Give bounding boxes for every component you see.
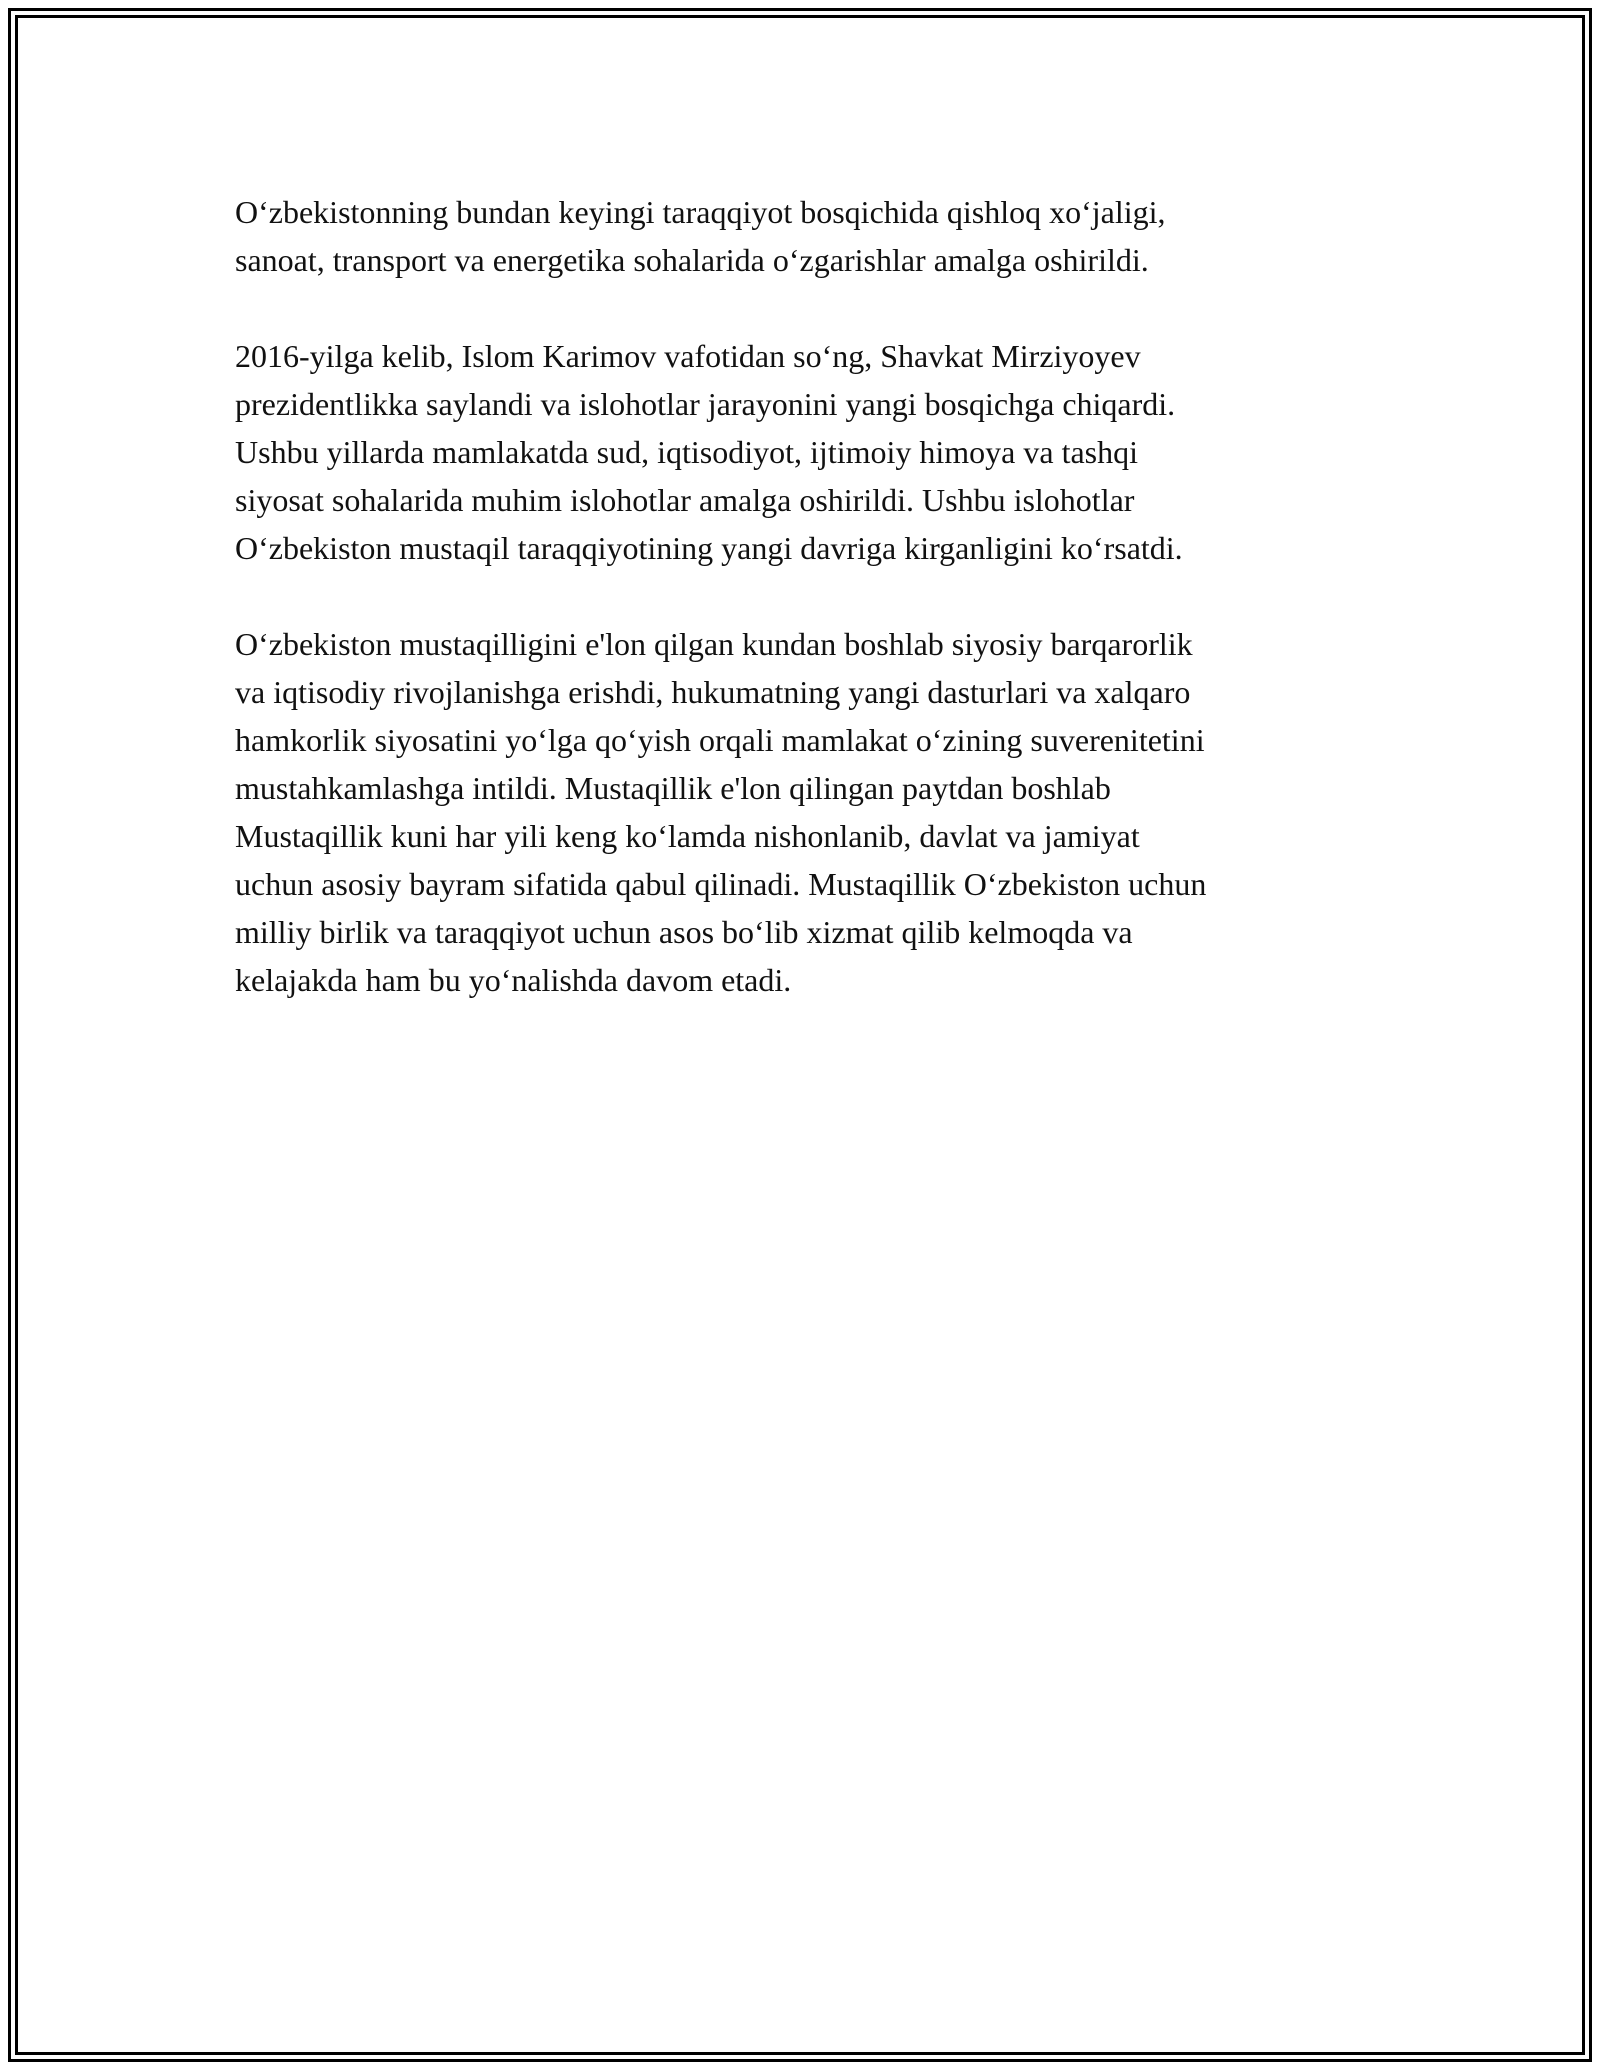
paragraph-2: 2016-yilga kelib, Islom Karimov vafotidan so‘ng, Shavkat Mirziyoyev prezidentlikka saylandi va islohotlar jarayonini yangi bosqichga chiqardi. Ushbu yillarda mamlakatda sud, iqtisodiyot, ijtimoiy himoya va tashqi siyosat sohalarida muhim islohotlar amalga oshirildi. Ushbu islohotlar O‘zbekiston mustaqil taraqqiyotining yangi davriga kirganligini ko‘rsatdi. bbox=[235, 338, 1183, 566]
paragraph-1: O‘zbekistonning bundan keyingi taraqqiyot bosqichida qishloq xo‘jaligi, sanoat, transport va energetika sohalarida o‘zgarishlar amalga oshirildi. bbox=[235, 194, 1166, 278]
paragraph-3: O‘zbekiston mustaqilligini e'lon qilgan kundan boshlab siyosiy barqarorlik va iqtisodiy rivojlanishga erishdi, hukumatning yangi dasturlari va xalqaro hamkorlik siyosatini yo‘lga qo‘yish orqali mamlakat o‘zining suverenitetini mustahkamlashga intildi. Mustaqillik e'lon qilingan paytdan boshlab Mustaqillik kuni har yili keng ko‘lamda nishonlanib, davlat va jamiyat uchun asosiy bayram sifatida qabul qilinadi. Mustaqillik O‘zbekiston uchun milliy birlik va taraqqiyot uchun asos bo‘lib xizmat qilib kelmoqda va kelajakda ham bu yo‘nalishda davom etadi. bbox=[235, 626, 1207, 998]
document-body bbox=[235, 188, 1365, 1052]
